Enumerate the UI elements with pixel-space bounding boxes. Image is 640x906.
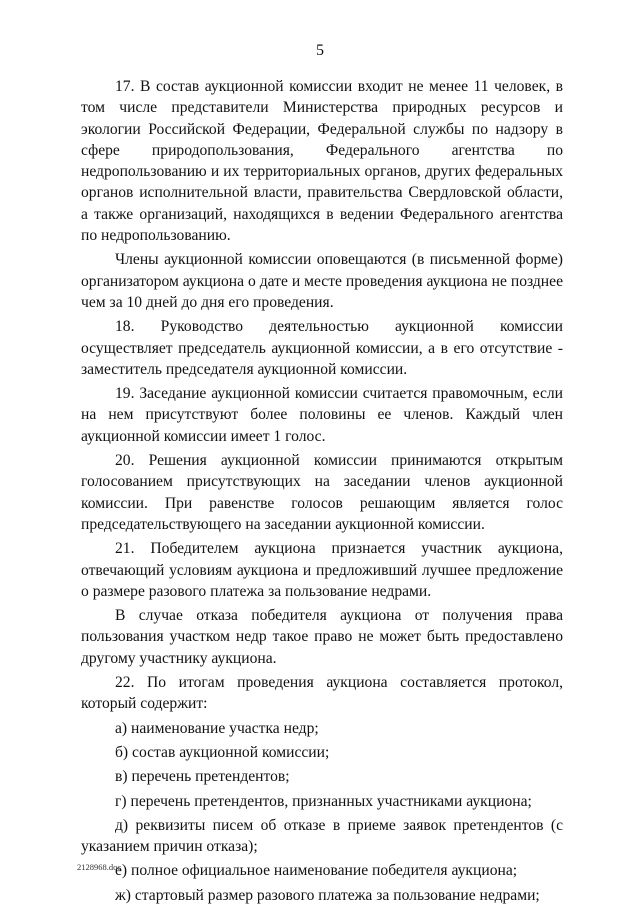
paragraph-19: 19. Заседание аукционной комиссии считается правомочным, если на нем присутствуют более половины ее членов. Каждый член аукционной комиссии имеет 1 голос. <box>81 385 563 445</box>
protocol-item-g: г) перечень претендентов, признанных участниками аукциона; <box>115 792 532 810</box>
paragraph-20: 20. Решения аукционной комиссии принимаются открытым голосованием присутствующих на заседании членов аукционной комиссии. При равенстве голосов решающим является голос председательствующего на заседании аукционной комиссии. <box>81 452 563 533</box>
document-body <box>81 76 563 906</box>
protocol-item-zh: ж) стартовый размер разового платежа за пользование недрами; <box>115 886 540 904</box>
paragraph-22: 22. По итогам проведения аукциона составляется протокол, который содержит: <box>81 674 563 713</box>
protocol-item-v: в) перечень претендентов; <box>115 768 290 786</box>
paragraph-18: 18. Руководство деятельностью аукционной комиссии осуществляет председатель аукционной комиссии, а в его отсутствие - заместитель председателя аукционной комиссии. <box>81 318 563 378</box>
protocol-item-b: б) состав аукционной комиссии; <box>115 743 330 761</box>
paragraph-21-refusal: В случае отказа победителя аукциона от получения права пользования участком недр такое право не может быть предоставлено другому участнику аукциона. <box>81 607 563 667</box>
document-file-code: 2128968.doc <box>77 862 122 872</box>
paragraph-21: 21. Победителем аукциона признается участник аукциона, отвечающий условиям аукциона и предложивший лучшее предложение о размере разового платежа за пользование недрами. <box>81 540 563 600</box>
paragraph-17-notice: Члены аукционной комиссии оповещаются (в письменной форме) организатором аукциона о дате и месте проведения аукциона не позднее чем за 10 дней до дня его проведения. <box>81 251 563 311</box>
protocol-item-e: е) полное официальное наименование победителя аукциона; <box>115 862 518 880</box>
page-number: 5 <box>316 42 324 59</box>
protocol-item-d: д) реквизиты писем об отказе в приеме заявок претендентов (с указанием причин отказа); <box>81 816 563 856</box>
paragraph-17: 17. В состав аукционной комиссии входит не менее 11 человек, в том числе представители Министерства природных ресурсов и экологии Российской Федерации, Федеральной службы по надзору в сфере природопользования, Федерального агентства по недропользованию и их территориальных органов, других федеральных органов исполнительной власти, правительства Свердловской области, а также организаций, находящихся в ведении Федерального агентства по недропользованию. <box>81 78 563 245</box>
protocol-item-a: а) наименование участка недр; <box>115 719 319 737</box>
